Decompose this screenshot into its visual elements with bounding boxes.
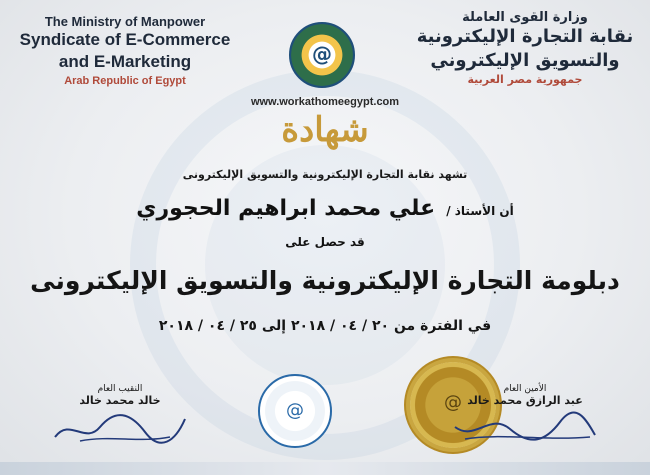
cart-at-stamp-icon: @ bbox=[258, 374, 332, 448]
ministry-english: The Ministry of Manpower bbox=[44, 14, 206, 29]
diploma-title: دبلومة التجارة الإليكترونية والتسويق الإليكترونى bbox=[30, 266, 620, 295]
header-english bbox=[10, 14, 240, 87]
signatory-right bbox=[440, 384, 610, 447]
republic-arabic: جمهورية مصر العربية bbox=[467, 73, 583, 86]
period-line: في الفترة من ٢٠ / ٠٤ / ٢٠١٨ إلى ٢٥ / ٠٤ / ٢٠١٨ bbox=[158, 318, 492, 334]
syndicate-arabic-line2: والتسويق الإليكتروني bbox=[430, 50, 620, 71]
signatory-left-role: النقيب العام bbox=[97, 384, 143, 394]
syndicate-english-line2: and E-Marketing bbox=[58, 52, 192, 71]
signatory-right-name: عبد الرازق محمد خالد bbox=[467, 394, 583, 407]
signature-right bbox=[450, 407, 600, 447]
watermark-center bbox=[205, 145, 445, 385]
signatory-right-role: الأمين العام bbox=[503, 384, 547, 394]
header-arabic bbox=[410, 10, 640, 86]
signatory-left bbox=[40, 384, 200, 447]
ministry-arabic: وزارة القوى العاملة bbox=[462, 10, 588, 25]
signatory-left-name: خالد محمد خالد bbox=[79, 394, 161, 407]
name-prefix: أن الأستاذ / bbox=[446, 204, 514, 218]
recipient-row bbox=[0, 196, 650, 221]
syndicate-arabic-line1: نقابة التجارة الإليكترونية bbox=[416, 26, 634, 47]
gold-seal-icon: @ bbox=[410, 362, 496, 448]
bottom-edge bbox=[0, 462, 650, 475]
certificate-title: شهادة bbox=[281, 110, 369, 150]
signature-left bbox=[50, 407, 190, 447]
recipient-name: علي محمد ابراهيم الحجوري bbox=[136, 196, 436, 221]
certify-line: تشهد نقابة التجارة الإليكترونية والتسويق الإليكترونى bbox=[182, 168, 468, 181]
republic-english: Arab Republic of Egypt bbox=[64, 75, 186, 87]
cart-at-icon: @ bbox=[289, 22, 355, 88]
website-url: www.workathomeegypt.com bbox=[250, 96, 400, 108]
syndicate-english-line1: Syndicate of E-Commerce bbox=[19, 30, 231, 49]
obtained-line: قد حصل على bbox=[285, 235, 365, 249]
